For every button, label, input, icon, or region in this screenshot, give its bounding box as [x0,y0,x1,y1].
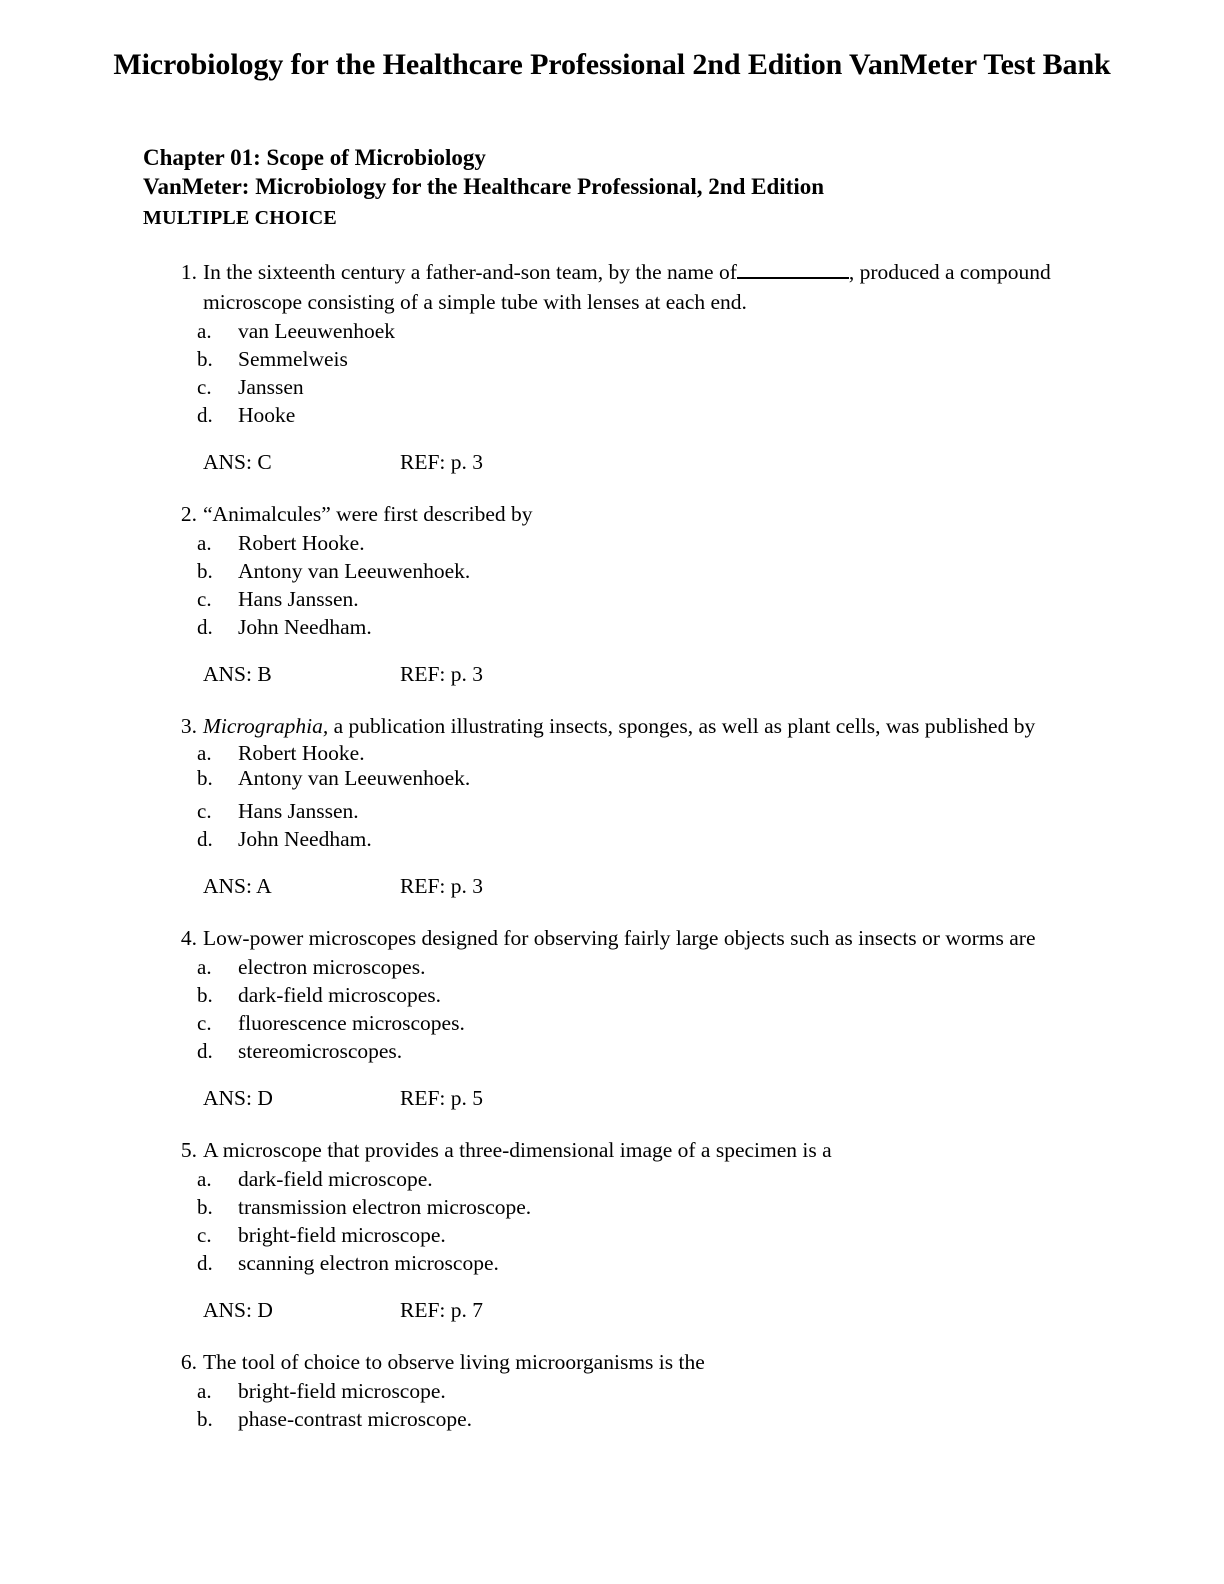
option-row[interactable] [0,766,1224,791]
option-list [0,1377,1224,1433]
option-text: stereomicroscopes. [238,1039,403,1063]
option-row[interactable] [0,613,1224,641]
option-text: electron microscopes. [238,955,426,979]
question-text [203,257,1098,317]
question-text-part: a publication illustrating insects, sponges, as well as plant cells, was published by [328,714,1036,738]
book-heading: VanMeter: Microbiology for the Healthcare Professional, 2nd Edition [143,174,825,199]
option-text: Antony van Leeuwenhoek. [238,559,471,583]
option-letter: a. [197,531,212,555]
option-letter: a. [197,955,212,979]
answer-row [0,1295,1224,1325]
option-text: bright-field microscope. [238,1379,446,1403]
option-row[interactable] [0,981,1224,1009]
question-text-part: In the sixteenth century a father-and-son team, by the name of [203,260,737,284]
question-spacer [0,1325,1224,1347]
question-stem [0,257,1224,317]
question-stem [0,711,1224,741]
option-row[interactable] [0,1037,1224,1065]
question-spacer [0,901,1224,923]
option-list [0,529,1224,641]
option-text: Semmelweis [238,347,348,371]
option-row[interactable] [0,1165,1224,1193]
questions-list [0,257,1224,1455]
question-text [203,1347,1098,1377]
document-title: Microbiology for the Healthcare Professional 2nd Edition VanMeter Test Bank [113,48,1111,81]
answer-value: ANS: D [203,1298,273,1322]
option-text: Hooke [238,403,296,427]
option-letter: c. [197,587,212,611]
option-row[interactable] [0,953,1224,981]
option-row[interactable] [0,401,1224,429]
option-letter: a. [197,741,212,765]
option-letter: c. [197,375,212,399]
question-text-part: , produced a compound microscope consisting of a simple tube with lenses at each end. [203,260,1051,314]
option-text: phase-contrast microscope. [238,1407,473,1431]
question-text [203,923,1098,953]
answer-row [0,659,1224,689]
option-row[interactable] [0,529,1224,557]
option-text: Antony van Leeuwenhoek. [238,766,471,790]
option-letter: b. [197,1195,213,1219]
answer-value: ANS: C [203,450,272,474]
option-row[interactable] [0,1193,1224,1221]
fill-in-blank [737,259,849,279]
answer-row [0,447,1224,477]
answer-row [0,1083,1224,1113]
question-number: 2. [180,502,197,526]
option-row[interactable] [0,557,1224,585]
option-letter: d. [197,827,213,851]
option-text: fluorescence microscopes. [238,1011,465,1035]
question-spacer [0,477,1224,499]
option-row[interactable] [0,1009,1224,1037]
question-stem [0,923,1224,953]
option-letter: a. [197,1167,212,1191]
option-list [0,741,1224,853]
option-letter: d. [197,615,213,639]
question-number: 1. [180,260,197,284]
question-text-part: “Animalcules” were first described by [203,502,533,526]
option-text: Robert Hooke. [238,741,365,765]
option-letter: b. [197,347,213,371]
option-letter: d. [197,1039,213,1063]
option-letter: d. [197,403,213,427]
question-text [203,1135,1098,1165]
option-row[interactable] [0,585,1224,613]
option-text: van Leeuwenhoek [238,319,395,343]
option-text: Hans Janssen. [238,587,359,611]
option-text: bright-field microscope. [238,1223,446,1247]
question-number: 5. [180,1138,197,1162]
option-letter: a. [197,319,212,343]
option-letter: c. [197,799,212,823]
option-row[interactable] [0,345,1224,373]
question-italic-term: Micrographia, [203,714,329,738]
question-number: 6. [180,1350,197,1374]
option-row[interactable] [0,797,1224,825]
option-letter: c. [197,1223,212,1247]
question-stem [0,1135,1224,1165]
question-stem [0,499,1224,529]
answer-value: ANS: A [203,874,272,898]
question-text-part: Low-power microscopes designed for observing fairly large objects such as insects or worms are [203,926,1036,950]
question-stem [0,1347,1224,1377]
chapter-heading: Chapter 01: Scope of Microbiology [143,145,486,170]
option-letter: d. [197,1251,213,1275]
option-row[interactable] [0,1377,1224,1405]
option-letter: c. [197,1011,212,1035]
option-text: scanning electron microscope. [238,1251,499,1275]
reference-value: REF: p. 7 [400,1298,484,1322]
question-text [203,711,1098,741]
option-text: dark-field microscopes. [238,983,441,1007]
option-letter: a. [197,1379,212,1403]
option-row[interactable] [0,741,1224,766]
answer-value: ANS: D [203,1086,273,1110]
option-letter: b. [197,766,213,790]
question-number: 3. [180,714,197,738]
option-row[interactable] [0,1221,1224,1249]
question-block [0,1135,1224,1325]
question-text-part: The tool of choice to observe living microorganisms is the [203,1350,705,1374]
option-letter: b. [197,1407,213,1431]
option-text: Hans Janssen. [238,799,359,823]
option-list [0,317,1224,429]
option-text: Janssen [238,375,304,399]
question-spacer [0,1113,1224,1135]
option-row[interactable] [0,825,1224,853]
document-header [143,143,1103,231]
option-text: John Needham. [238,827,372,851]
question-number: 4. [180,926,197,950]
section-label: MULTIPLE CHOICE [143,207,337,229]
option-text: dark-field microscope. [238,1167,433,1191]
reference-value: REF: p. 3 [400,662,484,686]
question-spacer [0,1433,1224,1455]
question-text [203,499,1098,529]
answer-value: ANS: B [203,662,272,686]
option-list [0,953,1224,1065]
answer-row [0,871,1224,901]
question-block [0,711,1224,901]
option-list [0,1165,1224,1277]
option-letter: b. [197,559,213,583]
option-row[interactable] [0,317,1224,345]
reference-value: REF: p. 3 [400,874,484,898]
option-letter: b. [197,983,213,1007]
question-block [0,499,1224,689]
question-block [0,923,1224,1113]
option-row[interactable] [0,1249,1224,1277]
option-text: Robert Hooke. [238,531,365,555]
question-block [0,257,1224,477]
reference-value: REF: p. 5 [400,1086,484,1110]
question-spacer [0,689,1224,711]
option-row[interactable] [0,1405,1224,1433]
option-text: transmission electron microscope. [238,1195,532,1219]
question-block [0,1347,1224,1433]
question-text-part: A microscope that provides a three-dimensional image of a specimen is a [203,1138,832,1162]
option-row[interactable] [0,373,1224,401]
option-text: John Needham. [238,615,372,639]
reference-value: REF: p. 3 [400,450,484,474]
